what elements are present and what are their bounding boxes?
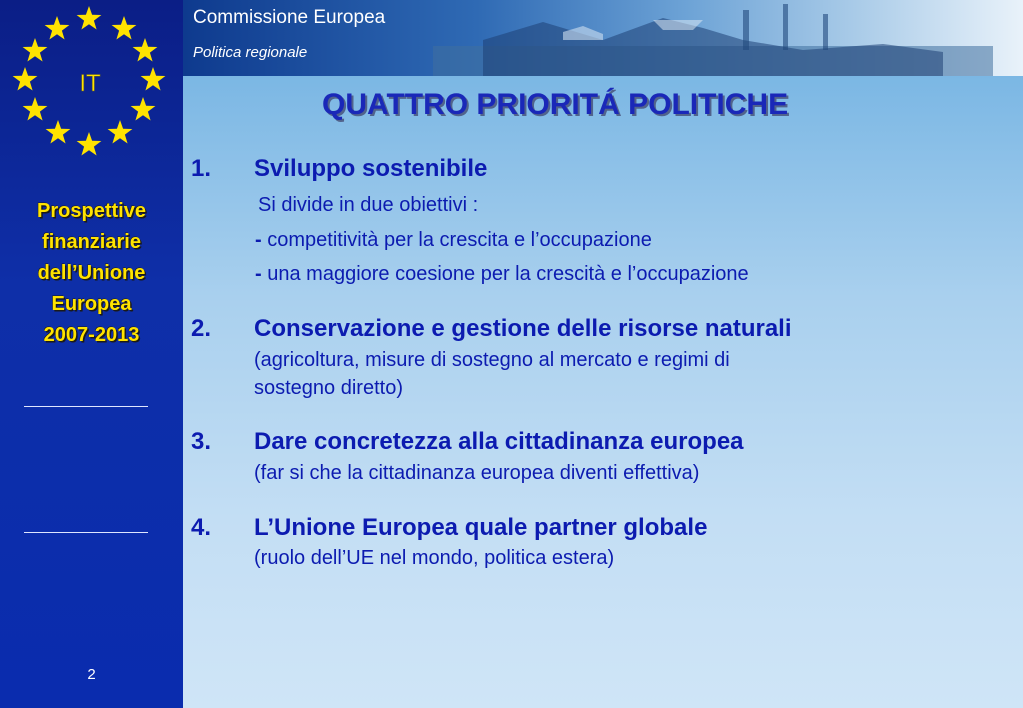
header-banner [183,0,1023,76]
sidebar [0,0,183,708]
sidebar-title-line: Prospettive [37,200,146,222]
page-number: 2 [87,666,96,683]
bullet-dash: - [255,229,262,251]
sidebar-title-line: Europea [51,293,132,315]
country-code: IT [79,70,101,97]
item-line: (agricoltura, misure di sostegno al mercato e regimi di [254,349,730,371]
item-line: una maggiore coesione per la crescità e l’occupazione [267,263,749,285]
bullet-line [255,229,652,252]
organization-name: Commissione Europea [193,7,386,28]
item-line: Si divide in due obiettivi : [258,194,479,216]
divider [24,532,148,533]
divider [24,406,148,407]
item-number: 3. [191,428,212,455]
item-heading: Sviluppo sostenibile [254,155,488,182]
item-line: sostegno diretto) [254,377,403,399]
item-line: competitività per la crescita e l’occupazione [267,229,652,251]
item-number: 1. [191,155,212,182]
item-heading: L’Unione Europea quale partner globale [254,514,708,541]
item-line: (ruolo dell’UE nel mondo, politica estera) [254,547,615,569]
eu-flag-stars-icon [0,0,183,170]
item-number: 4. [191,514,212,541]
slide-title-text: QUATTRO PRIORITÁ POLITICHE [322,88,789,121]
sidebar-title [0,196,183,351]
slide-title [322,88,788,122]
item-heading: Dare concretezza alla cittadinanza europea [254,428,744,455]
bullet-dash: - [255,263,262,285]
item-line: (far si che la cittadinanza europea diventi effettiva) [254,462,700,484]
bullet-line [255,263,749,286]
sidebar-title-line: dell’Unione [37,262,146,284]
department-name: Politica regionale [193,44,308,61]
item-heading: Conservazione e gestione delle risorse naturali [254,315,792,342]
sidebar-title-line: finanziarie [42,231,141,253]
sidebar-title-line: 2007-2013 [43,324,140,346]
item-number: 2. [191,315,212,342]
